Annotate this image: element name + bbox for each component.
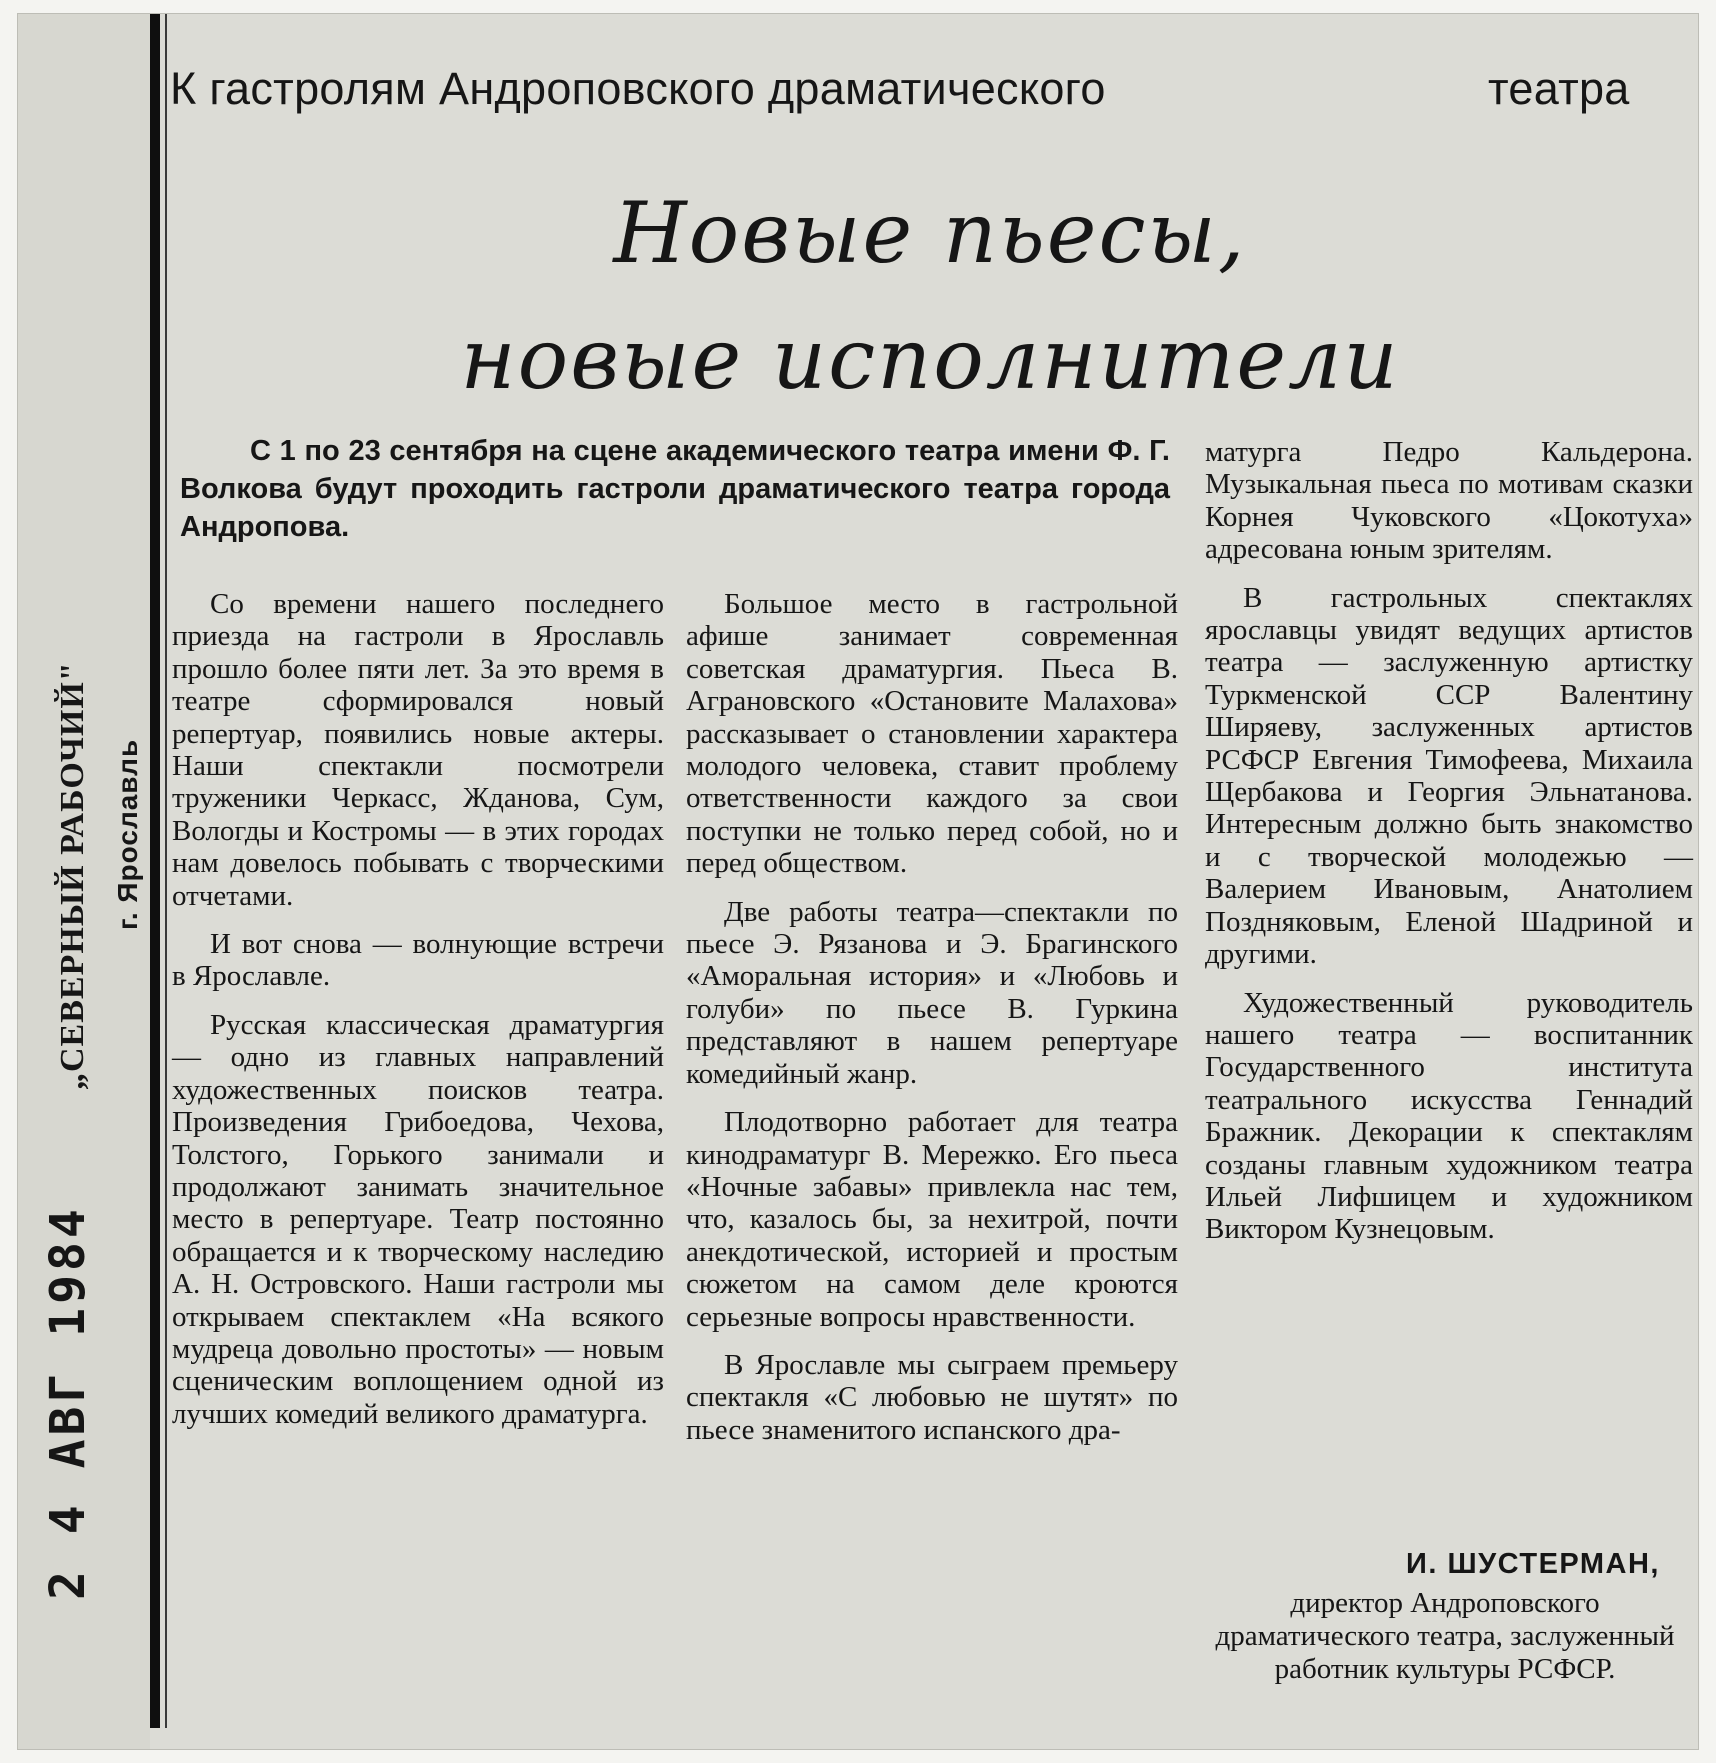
author-name: И. ШУСТЕРМАН, — [1406, 1548, 1660, 1580]
paragraph: Большое место в гастрольной афише занимает современная советская драматургия. Пьеса В. Аграновского «Остановите Малахова» рассказывает о становлении характера молодого человека, ставит проблему ответственности каждого за свои поступки не только перед собой, но и перед обществом. — [686, 588, 1178, 880]
paragraph: И вот снова — волнующие встречи в Ярославле. — [172, 928, 664, 993]
author-title: директор Андроповского драматического театра, заслуженный работник культуры РСФСР. — [1215, 1587, 1675, 1685]
paragraph-continuation: матурга Педро Кальдерона. Музыкальная пьеса по мотивам сказки Корнея Чуковского «Цокотуха» адресована юным зрителям. — [1205, 436, 1693, 566]
paragraph: Плодотворно работает для театра кинодраматург В. Мережко. Его пьеса «Ночные забавы» привлекла нас тем, что, казалось бы, за нехитрой, почти анекдотической, историей и простым сюжетом на самом деле кроются серьезные вопросы нравственности. — [686, 1106, 1178, 1333]
headline-line-2: новые исполнители — [460, 310, 1400, 408]
paragraph: Художественный руководитель нашего театра — воспитанник Государственного института театрального искусства Геннадий Бражник. Декорации к спектаклям созданы главным художником театра Ильей Лифшицем и художником Виктором Кузнецовым. — [1205, 986, 1693, 1246]
paragraph: Со времени нашего последнего приезда на гастроли в Ярославль прошло более пяти лет. За это время в театре сформировался новый репертуар, появились новые актеры. Наши спектакли посмотрели труженики Черкасс, Жданова, Сум, Вологды и Костромы — в этих городах нам довелось побывать с творческими отчетами. — [172, 588, 664, 912]
column-rule — [150, 14, 160, 1728]
paragraph: Русская классическая драматургия — одно из главных направлений художественных поисков театра. Произведения Грибоедова, Чехова, Толстого, Горького занимали и продолжают занимать значительное место в репертуаре. Театр постоянно обращается и к творческому наследию А. Н. Островского. Наши гастроли мы открываем спектаклем «На всякого мудреца довольно простоты» — новым сценическим воплощением одной из лучших комедий великого драматурга. — [172, 1008, 664, 1430]
article-lead: С 1 по 23 сентября на сцене академического театра имени Ф. Г. Волкова будут проходить гастроли драматического театра города Андропова. — [180, 435, 1170, 543]
rubric-text: К гастролям Андроповского драматического — [170, 63, 1106, 114]
date-stamp: 2 4 АВГ 1984 — [40, 1205, 96, 1600]
column-rule-thin — [165, 14, 167, 1728]
rubric-text-end: театра — [1488, 63, 1630, 114]
newspaper-city: г. Ярославль — [112, 738, 143, 930]
headline-line-1: Новые пьесы, — [613, 184, 1247, 282]
author-signature — [1210, 1548, 1680, 1686]
newspaper-name: „СЕВЕРНЫЙ РАБОЧИЙ" — [54, 661, 91, 1090]
paragraph: В гастрольных спектаклях ярославцы увидят ведущих артистов театра — заслуженную артистку Туркменской ССР Валентину Ширяеву, заслуженных артистов РСФСР Евгения Тимофеева, Михаила Щербакова и Георгия Эльнатанова. Интересным должно быть знакомство и с творческой молодежью — Валерием Ивановым, Анатолием Поздняковым, Еленой Шадриной и другими. — [1205, 581, 1693, 971]
article-rubric — [170, 58, 1690, 120]
article-headline — [170, 170, 1690, 422]
paragraph: В Ярославле мы сыграем премьеру спектакля «С любовью не шутят» по пьесе знаменитого испанского дра- — [686, 1348, 1178, 1446]
article-column-1 — [172, 588, 664, 1446]
paragraph: Две работы театра—спектакли по пьесе Э. Рязанова и Э. Брагинского «Аморальная история» и «Любовь и голуби» по пьесе В. Гуркина представляют в нашем репертуаре комедийный жанр. — [686, 895, 1178, 1090]
article-column-3 — [1205, 436, 1693, 1262]
article-column-2 — [686, 588, 1178, 1462]
